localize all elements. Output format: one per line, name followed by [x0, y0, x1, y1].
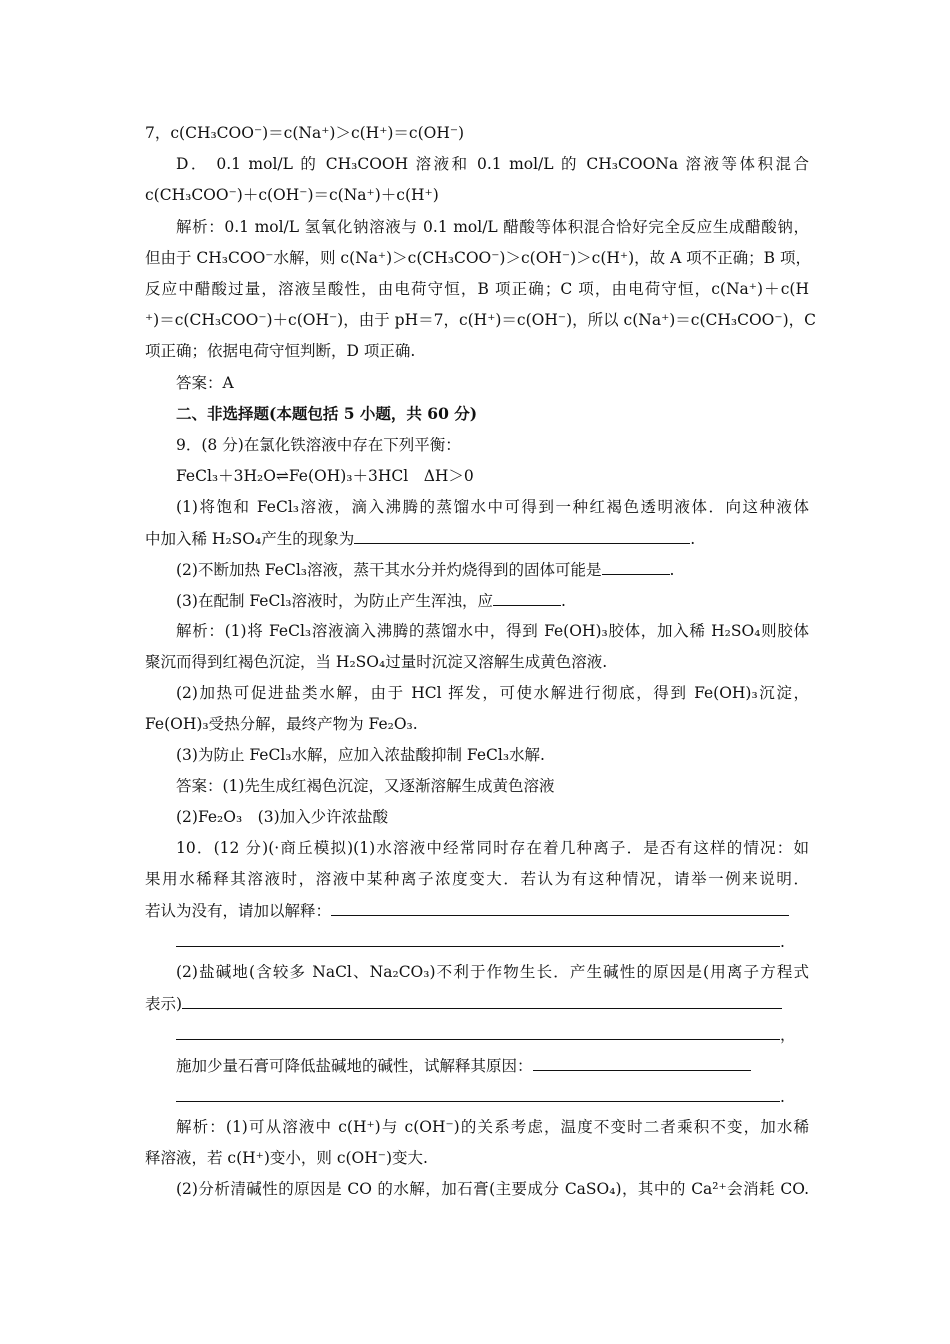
answer-blank[interactable] — [331, 899, 789, 916]
answer-blank[interactable] — [493, 589, 561, 606]
question-9: 9．(8 分)在氯化铁溶液中存在下列平衡： — [176, 436, 461, 454]
text-line: 7，c(CH₃COO⁻)＝c(Na⁺)＞c(H⁺)＝c(OH⁻) — [145, 124, 465, 142]
text-line — [145, 527, 695, 550]
text-line — [145, 992, 782, 1015]
answer-blank[interactable] — [176, 1085, 780, 1102]
text-line: 反应中醋酸过量，溶液呈酸性，由电荷守恒，B 项正确；C 项，由电荷守恒，c(Na⁺)＋c(H — [145, 280, 809, 298]
text-line: ⁺)＝c(CH₃COO⁻)＋c(OH⁻)，由于 pH＝7，c(H⁺)＝c(OH⁻)，所以 c(Na⁺)＝c(CH₃COO⁻)，C — [145, 311, 816, 329]
analysis-line: 解析：(1)将 FeCl₃溶液滴入沸腾的蒸馏水中，得到 Fe(OH)₃胶体，加入稀 H₂SO₄则胶体 — [176, 622, 809, 640]
text-line — [176, 1054, 751, 1077]
question-text: 表示) — [145, 995, 183, 1013]
equilibrium-equation: FeCl₃＋3H₂O⇌Fe(OH)₃＋3HCl ΔH＞0 — [176, 467, 474, 485]
text-line — [145, 899, 789, 922]
text-line: (2)盐碱地(含较多 NaCl、Na₂CO₃)不利于作物生长．产生碱性的原因是(用离子方程式 — [176, 963, 809, 981]
text-line: (3)为防止 FeCl₃水解，应加入浓盐酸抑制 FeCl₃水解. — [176, 746, 545, 764]
section-heading: 二、非选择题(本题包括 5 小题，共 60 分) — [176, 404, 478, 423]
answer-blank[interactable] — [176, 1023, 780, 1040]
analysis-line: 解析：0.1 mol/L 氢氧化钠溶液与 0.1 mol/L 醋酸等体积混合恰好完全反应生成醋酸钠， — [176, 218, 809, 236]
question-text: 若认为没有，请加以解释： — [145, 902, 332, 920]
text-line: (1)将饱和 FeCl₃溶液，滴入沸腾的蒸馏水中可得到一种红褐色透明液体．向这种液体 — [176, 498, 809, 516]
answer-blank[interactable] — [602, 558, 670, 575]
analysis-line: 解析：(1)可从溶液中 c(H⁺)与 c(OH⁻)的关系考虑，温度不变时二者乘积不变，加水稀 — [176, 1118, 809, 1136]
question-text: 中加入稀 H₂SO₄产生的现象为 — [145, 530, 355, 548]
text-line: (2)加热可促进盐类水解，由于 HCl 挥发，可使水解进行彻底，得到 Fe(OH)₃沉淀， — [176, 684, 809, 702]
punctuation: ， — [780, 1026, 796, 1044]
text-line: (2)分析清碱性的原因是 CO 的水解，加石膏(主要成分 CaSO₄)，其中的 Ca²⁺会消耗 CO. — [176, 1180, 809, 1198]
answer-line: (2)Fe₂O₃ (3)加入少许浓盐酸 — [176, 808, 389, 826]
answer-line: 答案：A — [176, 374, 234, 392]
question-text: (3)在配制 FeCl₃溶液时，为防止产生浑浊，应 — [176, 592, 493, 610]
text-line — [176, 1085, 785, 1108]
text-line: c(CH₃COO⁻)＋c(OH⁻)＝c(Na⁺)＋c(H⁺) — [145, 186, 439, 204]
text-line: 但由于 CH₃COO⁻水解，则 c(Na⁺)＞c(CH₃COO⁻)＞c(OH⁻)＞c(H⁺)，故 A 项不正确；B 项， — [145, 249, 812, 267]
text-line — [176, 558, 674, 581]
punctuation: . — [780, 1088, 785, 1106]
answer-blank[interactable] — [533, 1054, 751, 1071]
question-text: 施加少量石膏可降低盐碱地的碱性，试解释其原因： — [176, 1057, 533, 1075]
text-line — [176, 930, 785, 953]
punctuation: . — [561, 592, 566, 610]
text-line: 果用水稀释其溶液时，溶液中某种离子浓度变大．若认为有这种情况，请举一例来说明． — [145, 870, 809, 888]
answer-blank[interactable] — [176, 930, 780, 947]
text-line: Fe(OH)₃受热分解，最终产物为 Fe₂O₃. — [145, 715, 418, 733]
text-line — [176, 589, 566, 612]
text-line: 项正确；依据电荷守恒判断，D 项正确. — [145, 342, 416, 360]
text-line: 释溶液，若 c(H⁺)变小，则 c(OH⁻)变大. — [145, 1149, 428, 1167]
question-10: 10．(12 分)(·商丘模拟)(1)水溶液中经常同时存在着几种离子．是否有这样的情况：如 — [176, 839, 809, 857]
answer-line: 答案：(1)先生成红褐色沉淀，又逐渐溶解生成黄色溶液 — [176, 777, 555, 795]
question-text: (2)不断加热 FeCl₃溶液，蒸干其水分并灼烧得到的固体可能是 — [176, 561, 602, 579]
punctuation: . — [669, 561, 675, 579]
option-d-line: D． 0.1 mol/L 的 CH₃COOH 溶液和 0.1 mol/L 的 CH₃COONa 溶液等体积混合 — [176, 155, 809, 173]
answer-blank[interactable] — [182, 992, 782, 1009]
punctuation: . — [690, 530, 696, 548]
text-line — [176, 1023, 796, 1046]
answer-blank[interactable] — [354, 527, 690, 544]
text-line: 聚沉而得到红褐色沉淀，当 H₂SO₄过量时沉淀又溶解生成黄色溶液. — [145, 653, 608, 671]
punctuation: . — [780, 933, 785, 951]
